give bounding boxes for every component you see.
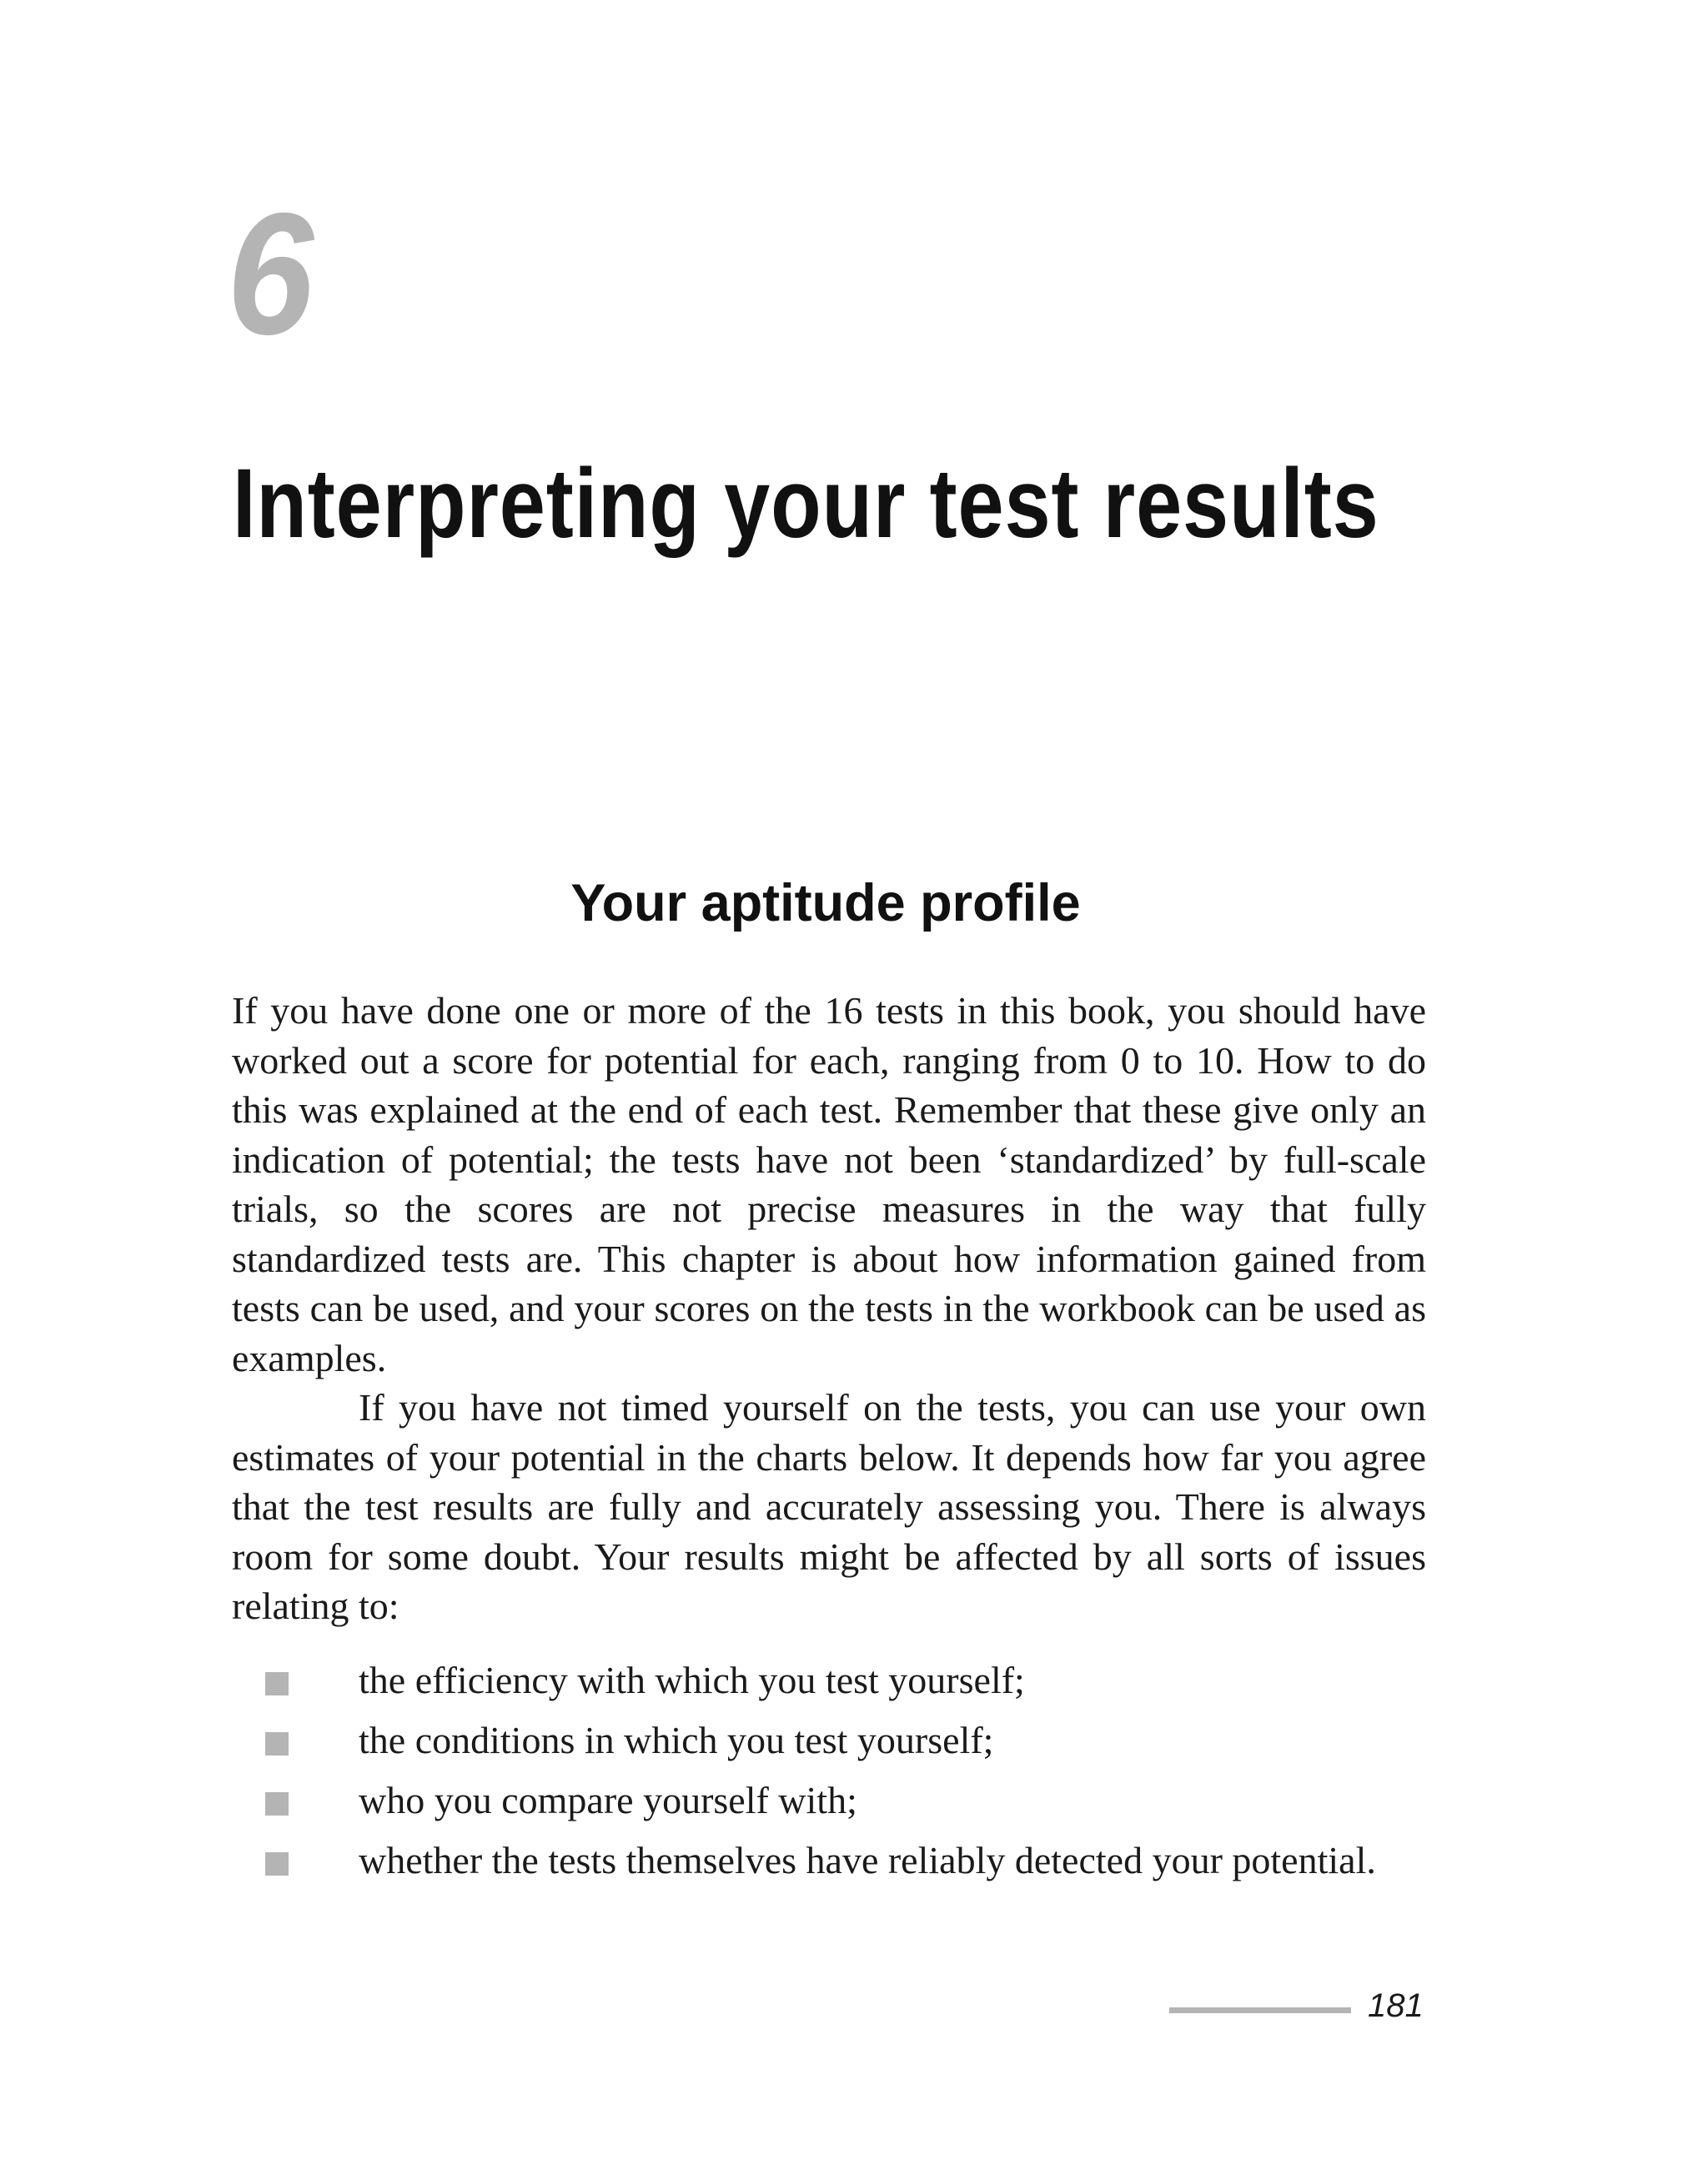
bullet-list xyxy=(232,1655,1433,1896)
list-item xyxy=(232,1715,1433,1776)
page-number: 181 xyxy=(1368,1987,1424,2024)
list-item-text: whether the tests themselves have reliably detected your potential. xyxy=(359,1839,1376,1881)
list-item-text: the conditions in which you test yourself; xyxy=(359,1719,994,1761)
list-item xyxy=(232,1776,1433,1836)
list-item xyxy=(232,1655,1433,1715)
list-item xyxy=(232,1836,1433,1896)
paragraph-2: If you have not timed yourself on the tests, you can use your own estimates of your potential in the charts below. It depends how far you agree that the test results are fully and accurately assessing you. There is always room for some doubt. Your results might be affected by all sorts of issues relating to: xyxy=(232,1386,1426,1627)
square-bullet-icon xyxy=(265,1672,289,1695)
chapter-number: 6 xyxy=(227,178,314,371)
square-bullet-icon xyxy=(265,1792,289,1816)
list-item-text: the efficiency with which you test yourself; xyxy=(359,1659,1025,1701)
list-item-text: who you compare yourself with; xyxy=(359,1779,857,1821)
section-heading: Your aptitude profile xyxy=(570,874,1081,932)
footer-rule xyxy=(1169,2007,1351,2013)
body-text xyxy=(232,986,1426,1631)
chapter-title: Interpreting your test results xyxy=(233,449,1379,559)
square-bullet-icon xyxy=(265,1852,289,1876)
paragraph-1: If you have done one or more of the 16 tests in this book, you should have worked out a score for potential for each, ranging from 0 to 10. How to do this was explained at the end of each test. Remember that these give only an indication of potential; the tests have not been ‘standardized’ by full-scale trials, so the scores are not precise measures in the way that fully standardized tests are. This chapter is about how information gained from tests can be used, and your scores on the tests in the workbook can be used as examples. xyxy=(232,989,1426,1379)
square-bullet-icon xyxy=(265,1732,289,1756)
